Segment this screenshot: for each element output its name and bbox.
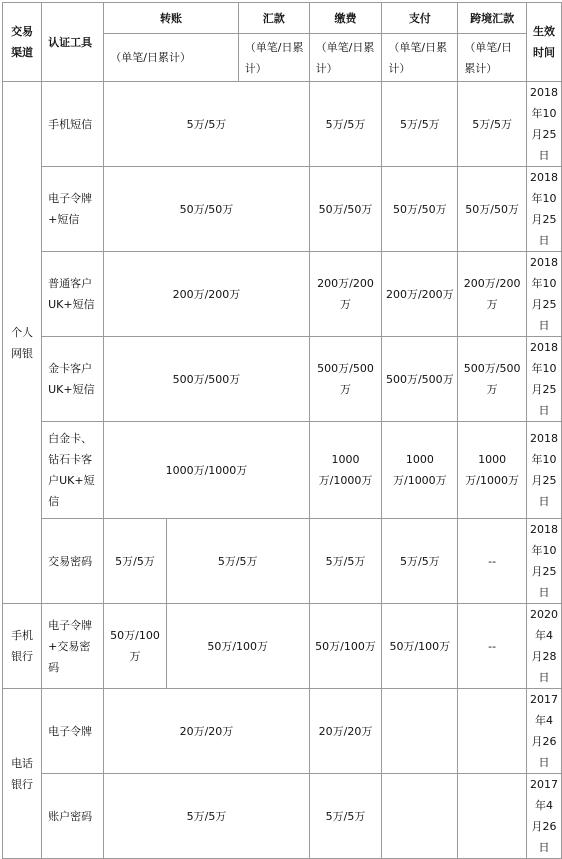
channel-personal: 个人网银 [3, 82, 42, 604]
limits-table [2, 2, 562, 859]
transfer-cell: 200万/200万 [104, 252, 309, 337]
date-cell: 2018年10月25日 [527, 337, 562, 422]
tool-cell: 金卡客户UK+短信 [42, 337, 104, 422]
tool-cell: 电子令牌+交易密码 [42, 604, 104, 689]
table-row [3, 167, 562, 252]
unit-payment: （单笔/日累计） [382, 34, 458, 82]
date-cell: 2017年4月26日 [527, 774, 562, 859]
payment-cell: 5万/5万 [382, 519, 458, 604]
header-effective: 生效时间 [527, 3, 562, 82]
remit-cell: 5万/5万 [166, 519, 309, 604]
unit-cross-border: （单笔/日累计） [458, 34, 527, 82]
cross-border-cell: 50万/50万 [458, 167, 527, 252]
payment-cell: 500万/500万 [382, 337, 458, 422]
cross-border-cell: -- [458, 604, 527, 689]
header-cross-border: 跨境汇款 [458, 3, 527, 34]
date-cell: 2018年10月25日 [527, 167, 562, 252]
tool-cell: 账户密码 [42, 774, 104, 859]
cross-border-cell: 200万/200万 [458, 252, 527, 337]
channel-mobile: 手机银行 [3, 604, 42, 689]
tool-cell: 普通客户UK+短信 [42, 252, 104, 337]
header-row [3, 3, 562, 34]
table-row [3, 689, 562, 774]
transfer-cell: 500万/500万 [104, 337, 309, 422]
transfer-cell: 50万/100万 [104, 604, 166, 689]
cross-border-cell: -- [458, 519, 527, 604]
pay-fee-cell: 50万/50万 [309, 167, 382, 252]
payment-cell: 200万/200万 [382, 252, 458, 337]
channel-phone: 电话银行 [3, 689, 42, 859]
date-cell: 2017年4月26日 [527, 689, 562, 774]
tool-cell: 电子令牌 [42, 689, 104, 774]
cross-border-cell [458, 689, 527, 774]
remit-cell: 50万/100万 [166, 604, 309, 689]
tool-cell: 电子令牌+短信 [42, 167, 104, 252]
payment-cell: 50万/100万 [382, 604, 458, 689]
header-payment: 支付 [382, 3, 458, 34]
header-channel: 交易渠道 [3, 3, 42, 82]
date-cell: 2018年10月25日 [527, 519, 562, 604]
pay-fee-cell: 50万/100万 [309, 604, 382, 689]
unit-transfer: （单笔/日累计） [104, 34, 238, 82]
pay-fee-cell: 500万/500万 [309, 337, 382, 422]
unit-remit: （单笔/日累计） [238, 34, 309, 82]
payment-cell: 5万/5万 [382, 82, 458, 167]
header-transfer: 转账 [104, 3, 238, 34]
header-pay-fee: 缴费 [309, 3, 382, 34]
tool-cell: 交易密码 [42, 519, 104, 604]
payment-cell: 1000万/1000万 [382, 422, 458, 519]
table-row [3, 519, 562, 604]
cross-border-cell [458, 774, 527, 859]
payment-cell [382, 689, 458, 774]
transfer-cell: 5万/5万 [104, 519, 166, 604]
date-cell: 2018年10月25日 [527, 82, 562, 167]
table-row [3, 82, 562, 167]
cross-border-cell: 1000万/1000万 [458, 422, 527, 519]
pay-fee-cell: 20万/20万 [309, 689, 382, 774]
table-row [3, 337, 562, 422]
pay-fee-cell: 1000万/1000万 [309, 422, 382, 519]
header-remit: 汇款 [238, 3, 309, 34]
tool-cell: 白金卡、钻石卡客户UK+短信 [42, 422, 104, 519]
tool-cell: 手机短信 [42, 82, 104, 167]
pay-fee-cell: 5万/5万 [309, 774, 382, 859]
pay-fee-cell: 200万/200万 [309, 252, 382, 337]
transfer-cell: 20万/20万 [104, 689, 309, 774]
pay-fee-cell: 5万/5万 [309, 82, 382, 167]
header-tool: 认证工具 [42, 3, 104, 82]
payment-cell [382, 774, 458, 859]
cross-border-cell: 5万/5万 [458, 82, 527, 167]
payment-cell: 50万/50万 [382, 167, 458, 252]
transfer-cell: 5万/5万 [104, 82, 309, 167]
pay-fee-cell: 5万/5万 [309, 519, 382, 604]
table-row [3, 422, 562, 519]
transfer-cell: 1000万/1000万 [104, 422, 309, 519]
table-row [3, 252, 562, 337]
date-cell: 2018年10月25日 [527, 252, 562, 337]
transfer-cell: 5万/5万 [104, 774, 309, 859]
date-cell: 2018年10月25日 [527, 422, 562, 519]
cross-border-cell: 500万/500万 [458, 337, 527, 422]
table-row [3, 604, 562, 689]
table-row [3, 774, 562, 859]
unit-pay-fee: （单笔/日累计） [309, 34, 382, 82]
transfer-cell: 50万/50万 [104, 167, 309, 252]
date-cell: 2020年4月28日 [527, 604, 562, 689]
